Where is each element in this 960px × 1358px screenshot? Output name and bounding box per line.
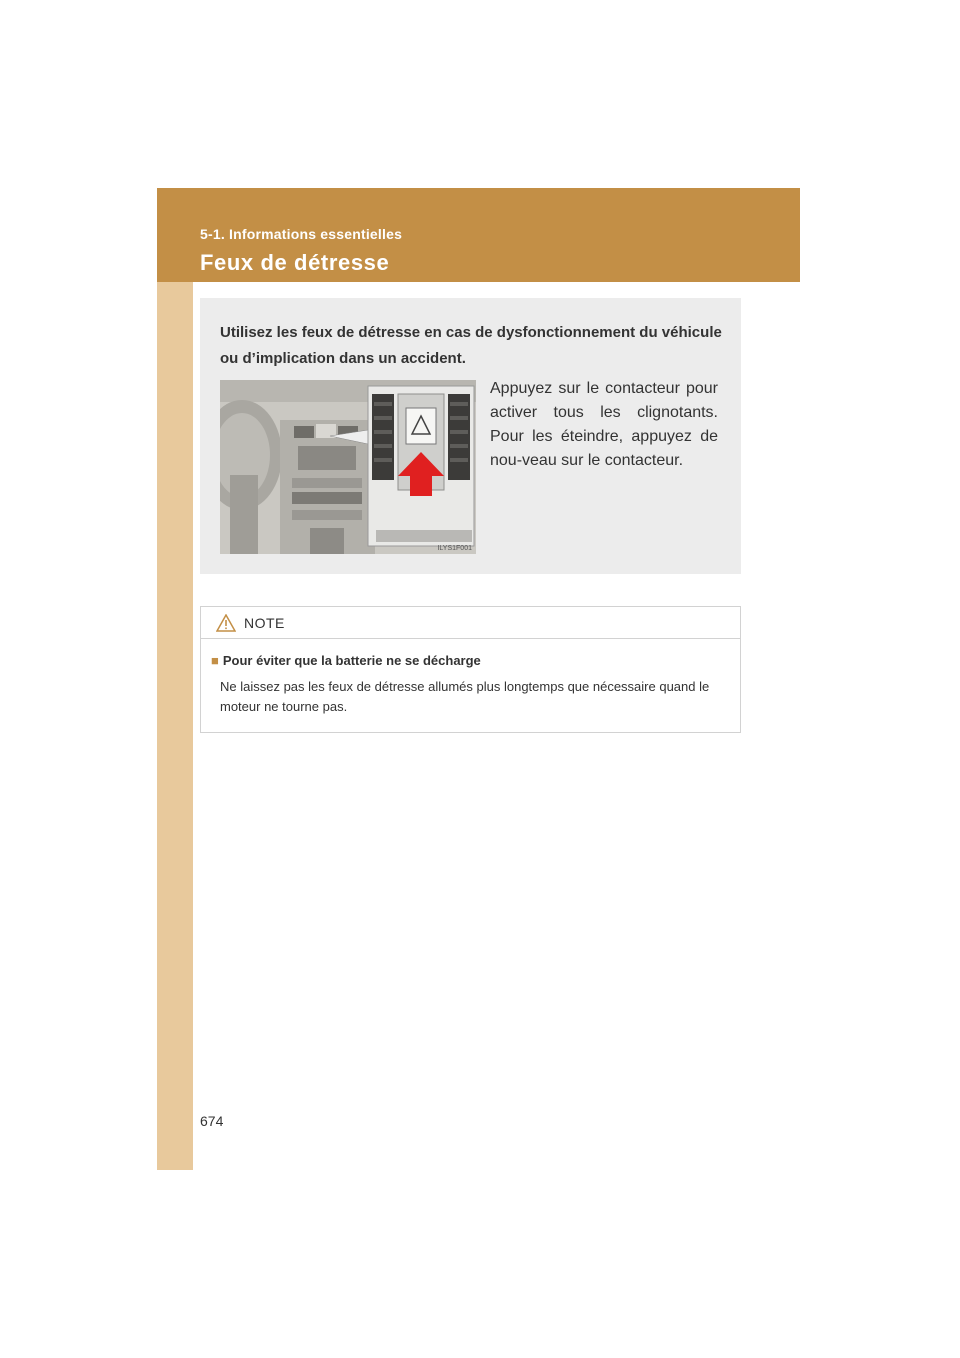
- hazard-switch-illustration: [220, 380, 476, 554]
- note-item-text: Ne laissez pas les feux de détresse allumés plus longtemps que nécessaire quand le moteur ne tourne pas.: [220, 679, 710, 714]
- instruction-text: Appuyez sur le contacteur pour activer tous les clignotants. Pour les éteindre, appuyez de nou-veau sur le contacteur.: [490, 380, 718, 469]
- side-band: [157, 188, 193, 1170]
- square-bullet-icon: ■: [211, 653, 219, 668]
- note-header: [201, 607, 740, 639]
- dashboard-figure: [220, 380, 476, 554]
- intro-box: [200, 298, 741, 574]
- note-item-title: Pour éviter que la batterie ne se décharge: [222, 653, 481, 668]
- warning-triangle-icon: [216, 614, 236, 632]
- section-label: 5-1. Informations essentielles: [200, 226, 403, 242]
- page-title: Feux de détresse: [200, 250, 390, 275]
- page-number: 674: [200, 1113, 224, 1129]
- figure-code: ILYS1F001: [437, 545, 472, 552]
- note-box: [200, 606, 741, 733]
- note-item-title-row: [211, 653, 481, 668]
- intro-text: Utilisez les feux de détresse en cas de dysfonctionnement du véhicule ou d’implication dans un accident.: [220, 324, 722, 367]
- note-title: NOTE: [244, 615, 285, 631]
